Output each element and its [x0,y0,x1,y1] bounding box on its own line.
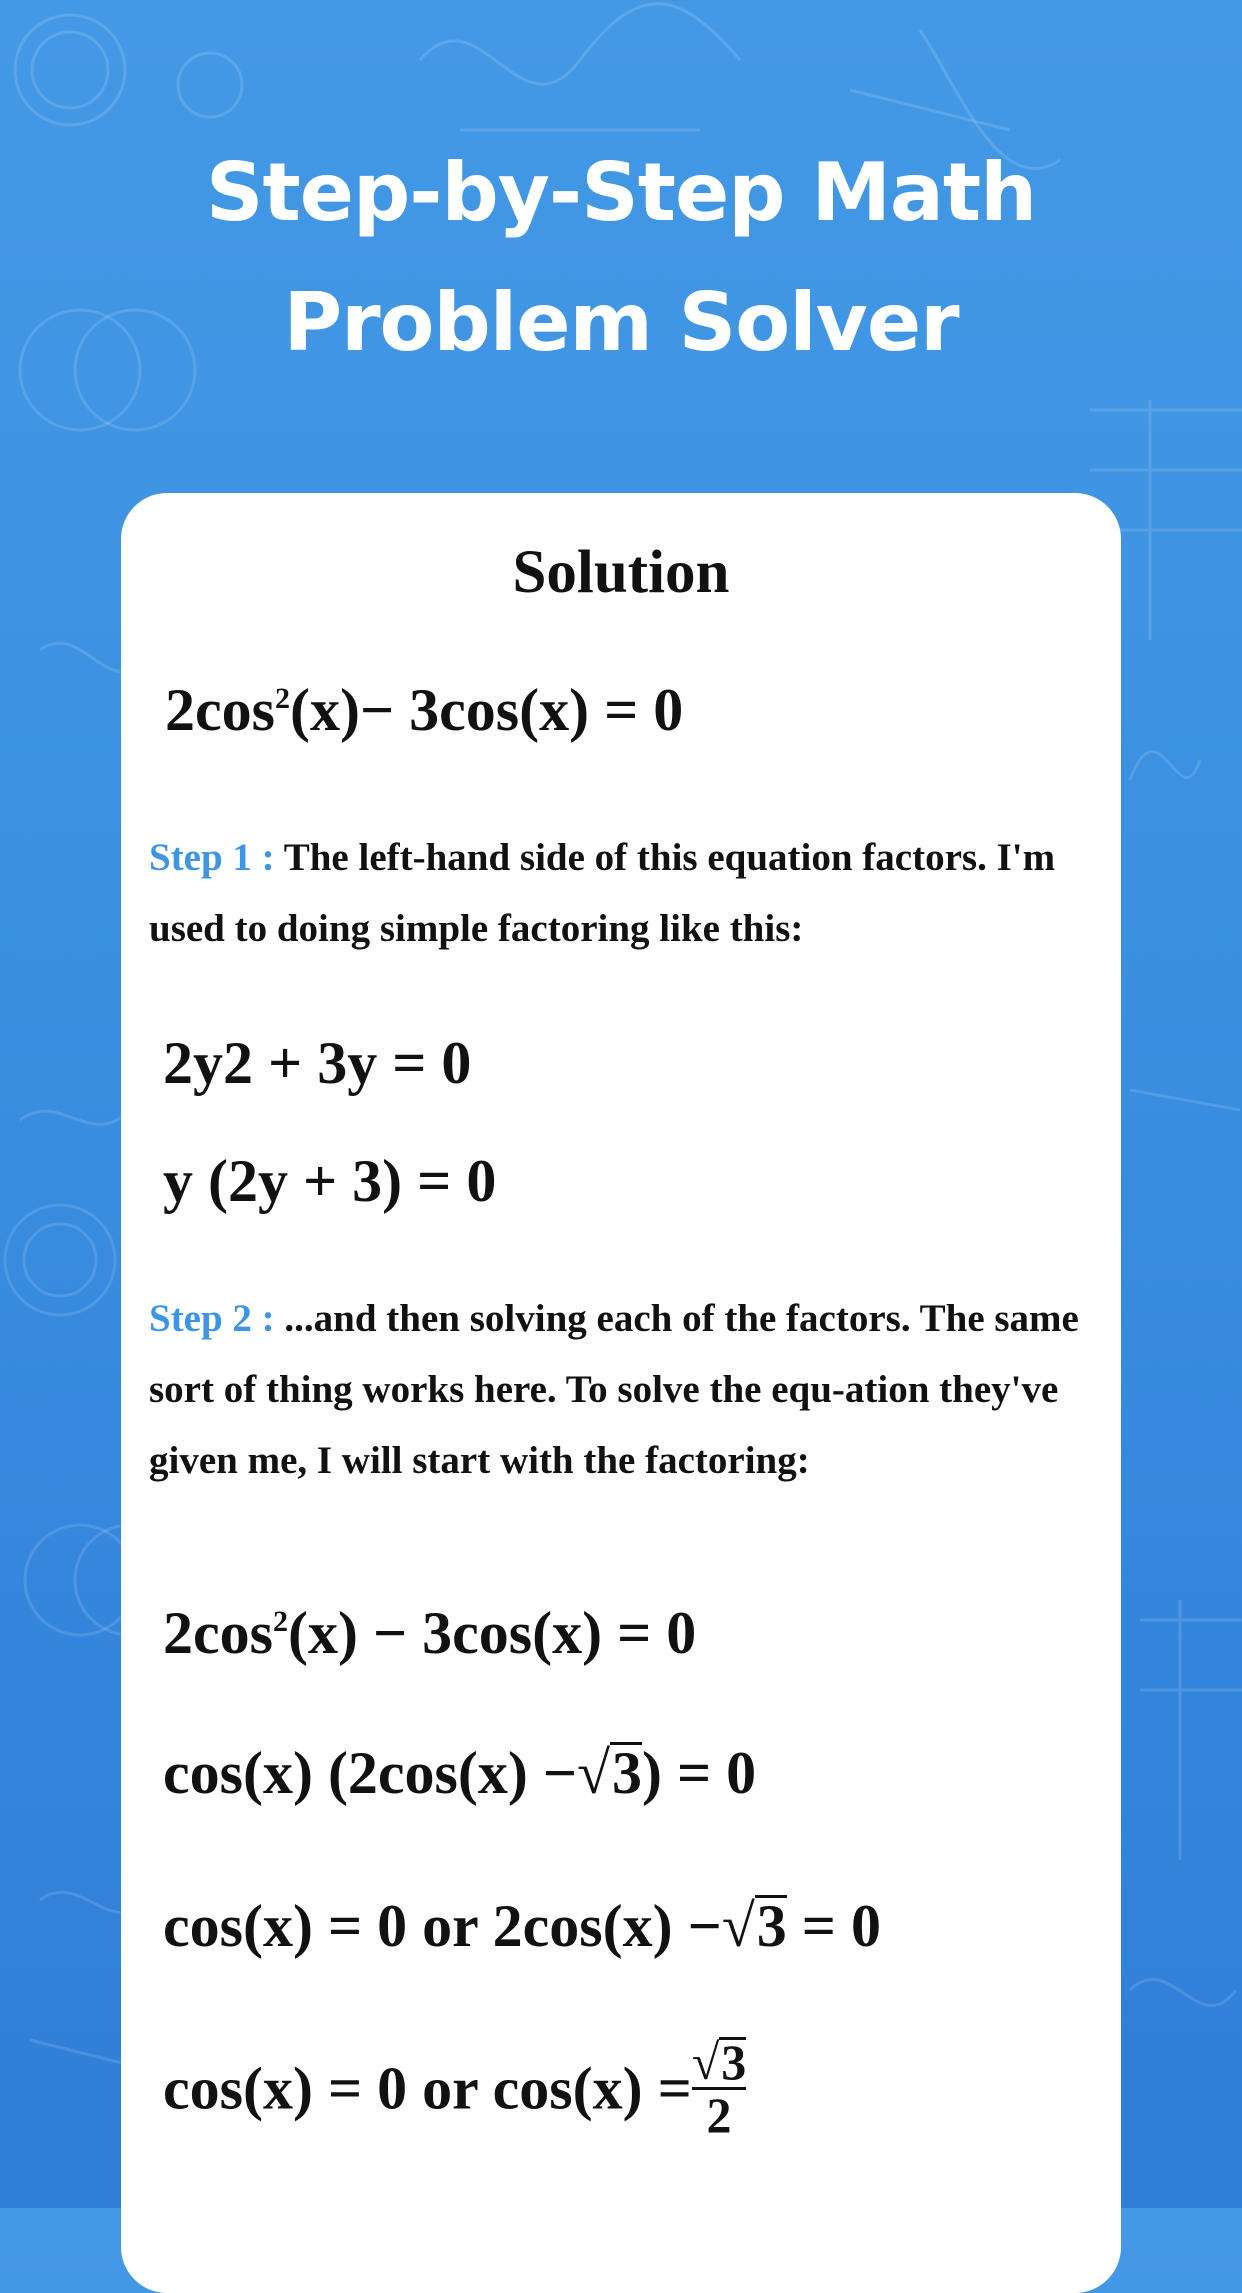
factoring-equation-3 [163,1886,881,1966]
factoring-equation-4 [163,2034,747,2146]
step-1-label: Step 1 : [149,836,275,879]
radicand: 3 [612,1740,642,1806]
headline-line-2: Problem Solver [283,276,959,369]
step-2-text: ...and then solving each of the factors. The same sort of thing works here. To solve the equ-ation they've given me, I will start with the factoring: [149,1297,1079,1482]
radicand: 3 [721,2034,747,2090]
factoring-equation-2-lead: cos(x) (2cos(x) − [163,1740,578,1806]
factoring-equation-2 [163,1733,756,1813]
main-equation-exponent: 2 [274,682,290,715]
solution-card [121,493,1121,2293]
factoring-equation-1-tail: (x) − 3cos(x) = 0 [287,1600,697,1666]
main-equation [165,670,683,750]
factoring-equation-1 [163,1593,696,1673]
factoring-equation-2-tail: ) = 0 [642,1740,757,1806]
fraction-numerator [691,2034,747,2090]
sqrt-symbol: √ [691,2034,720,2090]
fraction-denominator: 2 [692,2087,746,2140]
main-equation-lead: 2cos [165,677,275,743]
sqrt-symbol: √ [577,1740,610,1806]
step-2 [149,1283,1109,1496]
step-2-label: Step 2 : [149,1297,275,1340]
sqrt-symbol: √ [721,1893,755,1959]
headline-line-1: Step-by-Step Math [205,146,1037,239]
example-equation-2: y (2y + 3) = 0 [163,1148,497,1214]
step-1-text: The left-hand side of this equation factors. I'm used to doing simple factoring like this: [149,836,1056,950]
radicand: 3 [756,1893,787,1959]
step-1 [149,822,1109,964]
factoring-equation-1-lead: 2cos [163,1600,273,1666]
factoring-equation-1-exponent: 2 [272,1605,288,1638]
fraction [691,2034,747,2143]
page-headline [0,128,1242,388]
main-equation-tail: (x)− 3cos(x) = 0 [289,677,684,743]
factoring-equation-3-lead: cos(x) = 0 or 2cos(x) − [163,1893,722,1959]
example-equation-1: 2y2 + 3y = 0 [163,1030,472,1096]
factoring-equation-4-lead: cos(x) = 0 or cos(x) = [163,2055,692,2122]
solution-title: Solution [512,539,730,606]
factoring-equation-3-tail: = 0 [786,1893,881,1959]
